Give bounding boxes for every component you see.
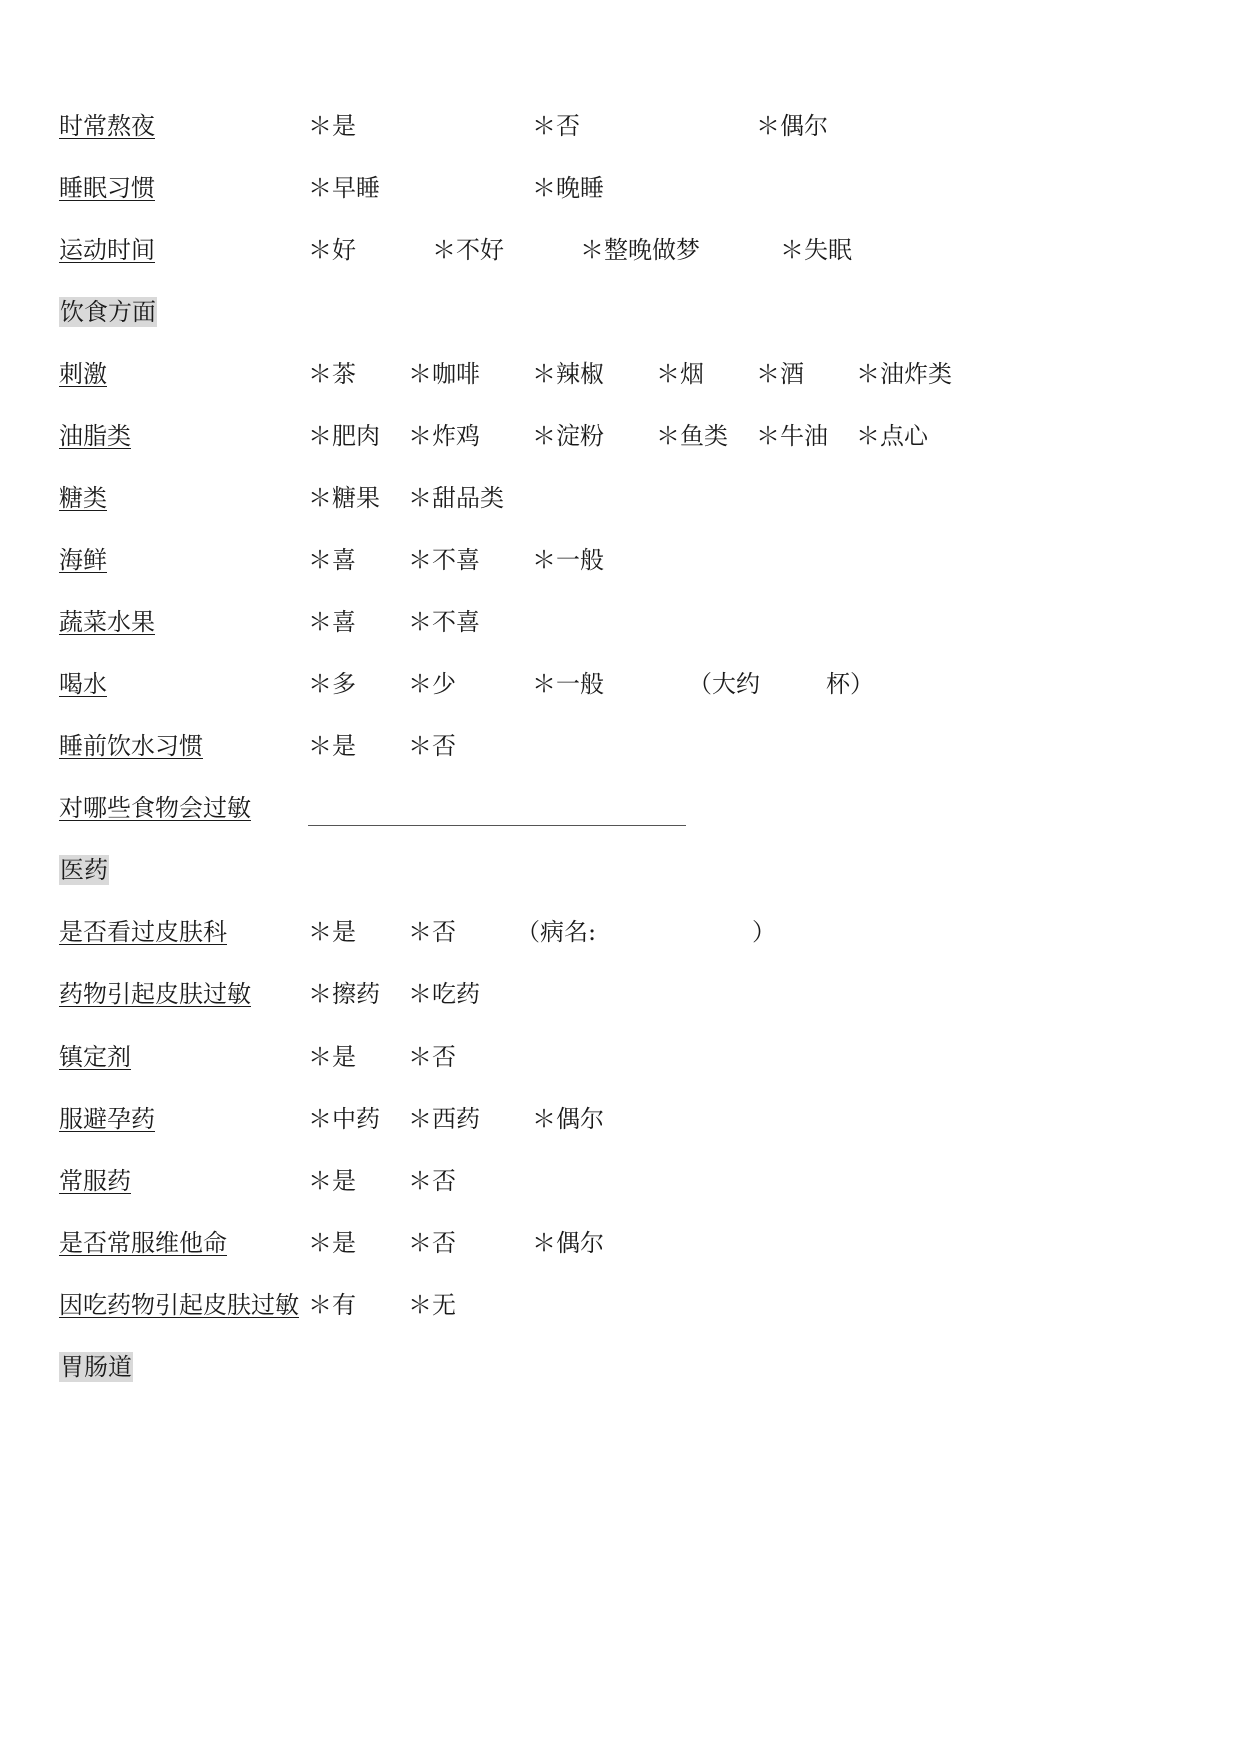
question-row (0, 1104, 1241, 1140)
question-label: 服避孕药 (59, 1105, 155, 1133)
choice-option[interactable]: ＊炸鸡 (408, 422, 480, 450)
choice-option[interactable]: ＊是 (308, 1229, 356, 1257)
option-note: 杯） (826, 670, 874, 698)
choice-option[interactable]: ＊淀粉 (532, 422, 604, 450)
choice-option[interactable]: ＊整晚做梦 (580, 236, 700, 264)
choice-option[interactable]: ＊早睡 (308, 174, 380, 202)
choice-option[interactable]: ＊不喜 (408, 546, 480, 574)
choice-option[interactable]: ＊烟 (656, 360, 704, 388)
choice-option[interactable]: ＊西药 (408, 1105, 480, 1133)
choice-option[interactable]: ＊是 (308, 1043, 356, 1071)
choice-option[interactable]: ＊糖果 (308, 484, 380, 512)
choice-option[interactable]: ＊油炸类 (856, 360, 952, 388)
question-label: 运动时间 (59, 236, 155, 264)
choice-option[interactable]: ＊晚睡 (532, 174, 604, 202)
choice-option[interactable]: ＊无 (408, 1291, 456, 1319)
question-row (0, 421, 1241, 457)
section-heading: 医药 (60, 856, 108, 884)
choice-option[interactable]: ＊茶 (308, 360, 356, 388)
option-note: （病名: (516, 918, 597, 946)
question-label: 药物引起皮肤过敏 (59, 980, 251, 1008)
question-label: 刺激 (59, 360, 107, 388)
choice-option[interactable]: ＊否 (532, 112, 580, 140)
question-row (0, 1042, 1241, 1078)
question-row (0, 359, 1241, 395)
choice-option[interactable]: ＊擦药 (308, 980, 380, 1008)
question-label: 糖类 (59, 484, 107, 512)
question-label: 是否常服维他命 (59, 1229, 227, 1257)
choice-option[interactable]: ＊好 (308, 236, 356, 264)
question-label: 对哪些食物会过敏 (59, 794, 251, 822)
choice-option[interactable]: ＊不喜 (408, 608, 480, 636)
choice-option[interactable]: ＊牛油 (756, 422, 828, 450)
choice-option[interactable]: ＊一般 (532, 546, 604, 574)
choice-option[interactable]: ＊喜 (308, 608, 356, 636)
question-label: 是否看过皮肤科 (59, 918, 227, 946)
question-row (0, 793, 1241, 829)
question-row (0, 607, 1241, 643)
question-row (0, 111, 1241, 147)
choice-option[interactable]: ＊否 (408, 1229, 456, 1257)
choice-option[interactable]: ＊有 (308, 1291, 356, 1319)
choice-option[interactable]: ＊否 (408, 1043, 456, 1071)
option-note: ） (752, 918, 776, 946)
answer-blank-line[interactable] (308, 825, 686, 826)
choice-option[interactable]: ＊是 (308, 112, 356, 140)
choice-option[interactable]: ＊一般 (532, 670, 604, 698)
choice-option[interactable]: ＊不好 (432, 236, 504, 264)
choice-option[interactable]: ＊少 (408, 670, 456, 698)
question-label: 海鲜 (59, 546, 107, 574)
question-label: 蔬菜水果 (59, 608, 155, 636)
choice-option[interactable]: ＊否 (408, 732, 456, 760)
question-row (0, 1290, 1241, 1326)
question-label: 时常熬夜 (59, 112, 155, 140)
choice-option[interactable]: ＊偶尔 (532, 1229, 604, 1257)
choice-option[interactable]: ＊偶尔 (756, 112, 828, 140)
choice-option[interactable]: ＊否 (408, 1167, 456, 1195)
question-label: 常服药 (59, 1167, 131, 1195)
question-row (0, 917, 1241, 953)
question-label: 睡前饮水习惯 (59, 732, 203, 760)
choice-option[interactable]: ＊多 (308, 670, 356, 698)
question-row (0, 545, 1241, 581)
section-heading: 饮食方面 (60, 298, 156, 326)
choice-option[interactable]: ＊中药 (308, 1105, 380, 1133)
choice-option[interactable]: ＊吃药 (408, 980, 480, 1008)
choice-option[interactable]: ＊否 (408, 918, 456, 946)
question-label: 喝水 (59, 670, 107, 698)
choice-option[interactable]: ＊是 (308, 732, 356, 760)
choice-option[interactable]: ＊肥肉 (308, 422, 380, 450)
question-label: 因吃药物引起皮肤过敏 (59, 1291, 299, 1319)
choice-option[interactable]: ＊甜品类 (408, 484, 504, 512)
question-label: 油脂类 (59, 422, 131, 450)
choice-option[interactable]: ＊是 (308, 918, 356, 946)
question-row (0, 669, 1241, 705)
choice-option[interactable]: ＊酒 (756, 360, 804, 388)
question-row (0, 483, 1241, 519)
choice-option[interactable]: ＊喜 (308, 546, 356, 574)
choice-option[interactable]: ＊鱼类 (656, 422, 728, 450)
choice-option[interactable]: ＊辣椒 (532, 360, 604, 388)
choice-option[interactable]: ＊偶尔 (532, 1105, 604, 1133)
question-row (0, 731, 1241, 767)
choice-option[interactable]: ＊咖啡 (408, 360, 480, 388)
question-row (0, 1228, 1241, 1264)
question-row (0, 1166, 1241, 1202)
question-row (0, 235, 1241, 271)
question-label: 镇定剂 (59, 1043, 131, 1071)
choice-option[interactable]: ＊点心 (856, 422, 928, 450)
choice-option[interactable]: ＊失眠 (780, 236, 852, 264)
choice-option[interactable]: ＊是 (308, 1167, 356, 1195)
option-note: （大约 (688, 670, 760, 698)
question-row (0, 173, 1241, 209)
question-row (0, 979, 1241, 1015)
question-label: 睡眠习惯 (59, 174, 155, 202)
section-heading: 胃肠道 (60, 1353, 132, 1381)
